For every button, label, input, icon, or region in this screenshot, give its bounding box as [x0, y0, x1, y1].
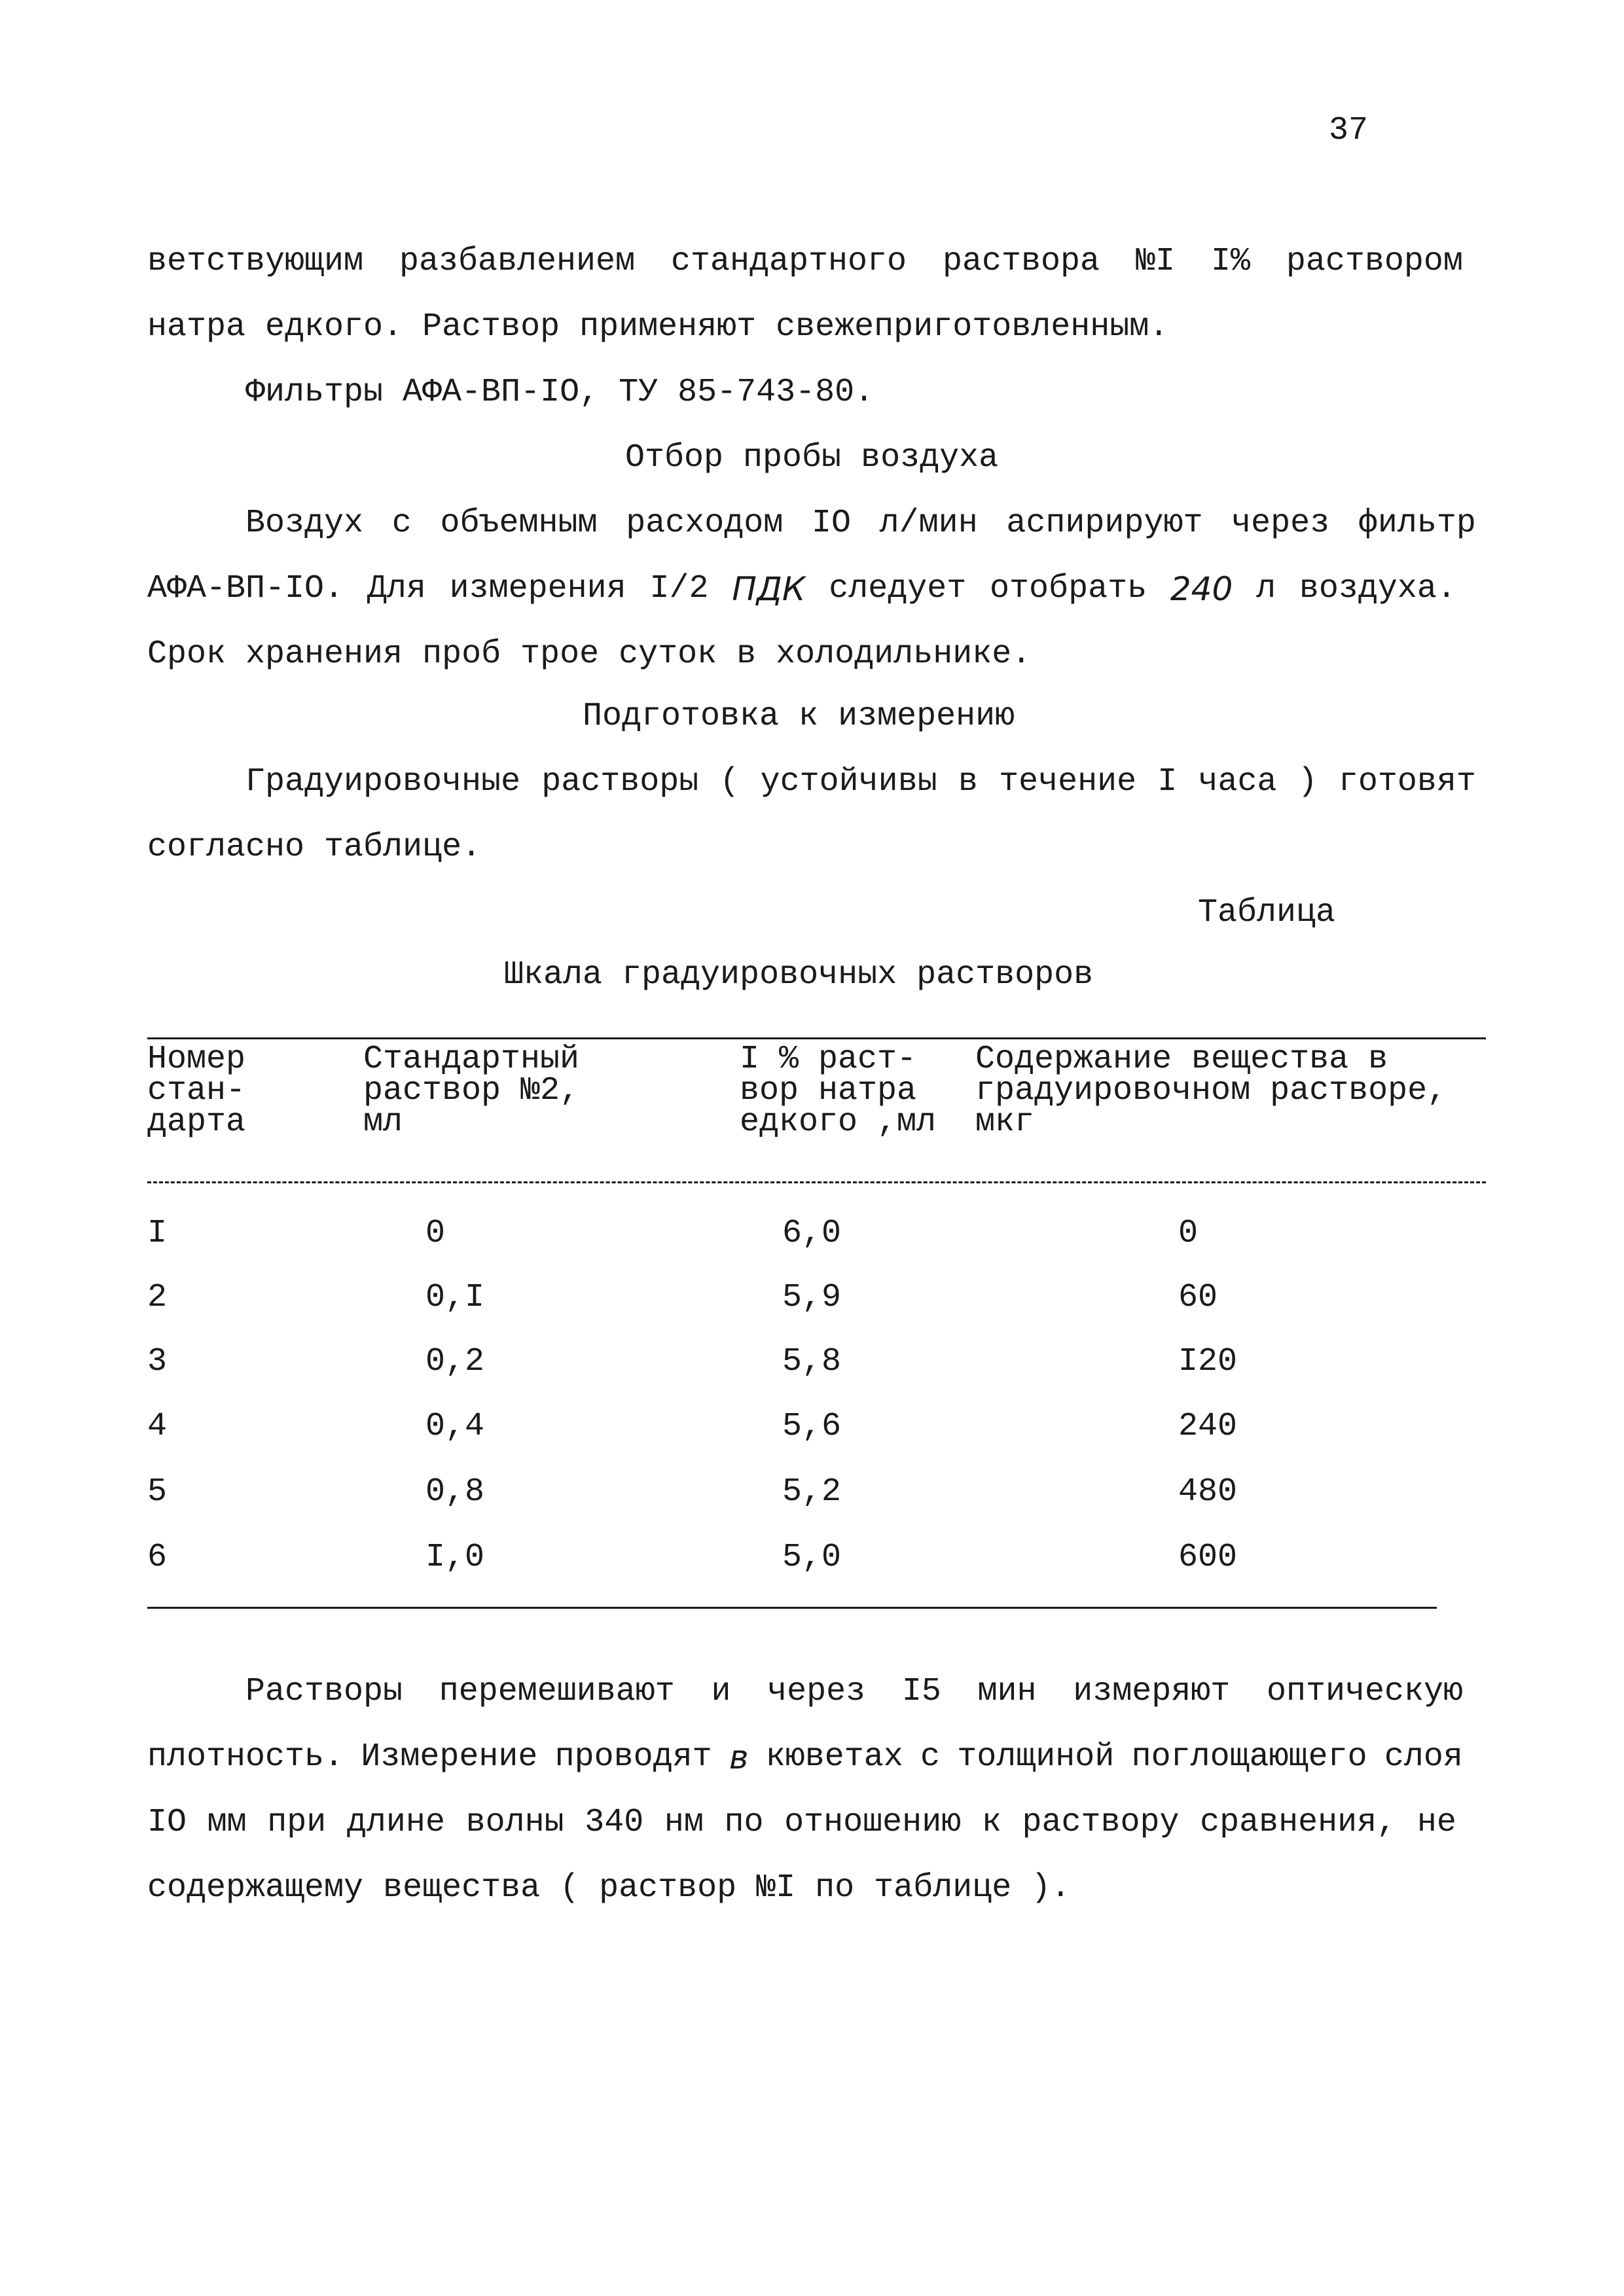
- word: устойчивы: [760, 763, 937, 800]
- word: раствора: [943, 243, 1100, 280]
- cell-naoh: 5,0: [782, 1539, 842, 1576]
- cell-naoh: 6,0: [782, 1215, 842, 1252]
- cell-standard: 0,4: [425, 1408, 485, 1445]
- cell-naoh: 5,6: [782, 1408, 842, 1445]
- word: волны: [465, 1804, 564, 1841]
- table-header-rule: [147, 1181, 1486, 1183]
- word: Воздух: [245, 505, 364, 542]
- word: плотность.: [147, 1738, 344, 1776]
- cell-number: 3: [147, 1343, 168, 1380]
- word: Растворы: [245, 1673, 403, 1710]
- cell-content: 0: [1178, 1215, 1199, 1252]
- word: АФА-ВП-IO.: [147, 570, 344, 607]
- word: течение: [999, 763, 1137, 800]
- para4-line4: содержащему вещества ( раствор №I по таблице ).: [147, 1869, 1071, 1907]
- word: мм: [207, 1804, 247, 1841]
- cell-naoh: 5,2: [782, 1473, 842, 1511]
- word: (: [719, 763, 740, 800]
- word: ветствующим: [147, 243, 364, 280]
- word: Измерение: [361, 1738, 538, 1776]
- word: поглощающего: [1131, 1738, 1367, 1776]
- cell-naoh: 5,8: [782, 1343, 842, 1380]
- word: при: [267, 1804, 327, 1841]
- word-handwritten: ПДК: [732, 570, 806, 608]
- word: Градуировочные: [245, 763, 521, 800]
- cell-standard: I,0: [425, 1539, 485, 1576]
- cell-number: 4: [147, 1408, 168, 1445]
- para4-line1: [245, 1672, 1463, 1712]
- para1-line2: натра едкого. Раствор применяют свежеприготовленным.: [147, 308, 1169, 346]
- word: 340: [585, 1804, 644, 1841]
- cell-naoh: 5,9: [782, 1279, 842, 1316]
- para4-line2: [147, 1738, 1463, 1777]
- word: по: [724, 1804, 764, 1841]
- word: к: [981, 1804, 1001, 1841]
- word: готовят: [1338, 763, 1476, 800]
- table-title: Шкала градуировочных растворов: [504, 956, 1094, 994]
- word: I/2: [649, 570, 709, 607]
- word: мин: [977, 1673, 1037, 1710]
- para4-line3: [147, 1803, 1456, 1842]
- word: растворы: [541, 763, 699, 800]
- word: объемным: [440, 505, 598, 542]
- word: воздуха.: [1299, 570, 1456, 607]
- cell-standard: 0: [425, 1215, 446, 1252]
- cell-standard: 0,8: [425, 1473, 485, 1511]
- word-handwritten: 240: [1170, 570, 1233, 608]
- word: следует: [829, 570, 967, 607]
- word: отобрать: [990, 570, 1147, 607]
- para2-line1: [245, 504, 1476, 543]
- word: разбавлением: [399, 243, 636, 280]
- cell-content: 480: [1178, 1473, 1238, 1511]
- para2-line3: Срок хранения проб трое суток в холодильнике.: [147, 636, 1032, 673]
- word: слоя: [1384, 1738, 1463, 1776]
- table-header-number: Номер стан- дарта: [147, 1041, 246, 1141]
- word: I: [1157, 763, 1178, 800]
- para1-line1: [147, 242, 1463, 281]
- word: часа: [1198, 763, 1277, 800]
- word: измеряют: [1073, 1673, 1231, 1710]
- word: и: [711, 1673, 731, 1710]
- word-handwritten: в: [729, 1738, 749, 1776]
- word: аспирируют: [1006, 505, 1203, 542]
- table-label: Таблица: [1198, 894, 1336, 931]
- para3-line1: [245, 762, 1476, 802]
- word: с: [920, 1738, 941, 1776]
- word: Для: [367, 570, 426, 607]
- cell-standard: 0,I: [425, 1279, 485, 1316]
- table-header-content: Содержание вещества в градуировочном растворе, мкг: [975, 1041, 1447, 1141]
- word: №I: [1135, 243, 1175, 280]
- cell-content: 60: [1178, 1279, 1218, 1316]
- word: л/мин: [879, 505, 978, 542]
- heading-sampling: Отбор пробы воздуха: [625, 439, 999, 476]
- word: IO: [811, 505, 851, 542]
- page-number: 37: [1329, 112, 1369, 149]
- table-top-rule: [147, 1037, 1486, 1039]
- table-bottom-rule: [147, 1607, 1437, 1609]
- cell-content: 240: [1178, 1408, 1238, 1445]
- cell-number: I: [147, 1215, 168, 1252]
- filters-line: Фильтры АФА-ВП-IO, ТУ 85-743-80.: [245, 374, 875, 411]
- word: фильтр: [1358, 505, 1476, 542]
- table-header-naoh: I % раст- вор натра едкого ,мл: [740, 1041, 937, 1141]
- cell-standard: 0,2: [425, 1343, 485, 1380]
- word: кюветах: [765, 1738, 903, 1776]
- table-header-standard: Стандартный раствор №2, мл: [363, 1041, 580, 1141]
- word: стандартного: [671, 243, 907, 280]
- word: проводят: [554, 1738, 712, 1776]
- word: длине: [346, 1804, 445, 1841]
- word: расходом: [626, 505, 784, 542]
- heading-prep: Подготовка к измерению: [583, 698, 1015, 735]
- word: толщиной: [957, 1738, 1115, 1776]
- word: измерения: [449, 570, 626, 607]
- word: оптическую: [1266, 1673, 1463, 1710]
- word: I%: [1210, 243, 1250, 280]
- word: л: [1256, 570, 1276, 607]
- word: IO: [147, 1804, 187, 1841]
- word: сравнения,: [1200, 1804, 1397, 1841]
- word: раствором: [1286, 243, 1463, 280]
- cell-number: 2: [147, 1279, 168, 1316]
- cell-content: 600: [1178, 1539, 1238, 1576]
- word: I5: [901, 1673, 941, 1710]
- word: не: [1416, 1804, 1456, 1841]
- para3-line2: согласно таблице.: [147, 829, 482, 866]
- word: через: [767, 1673, 866, 1710]
- cell-content: I20: [1178, 1343, 1238, 1380]
- word: раствору: [1022, 1804, 1180, 1841]
- word: нм: [664, 1804, 704, 1841]
- cell-number: 5: [147, 1473, 168, 1511]
- cell-number: 6: [147, 1539, 168, 1576]
- para2-line2: [147, 569, 1456, 609]
- word: перемешивают: [439, 1673, 675, 1710]
- word: с: [391, 505, 412, 542]
- word: отношению: [784, 1804, 962, 1841]
- word: через: [1231, 505, 1330, 542]
- word: в: [958, 763, 978, 800]
- word: ): [1297, 763, 1318, 800]
